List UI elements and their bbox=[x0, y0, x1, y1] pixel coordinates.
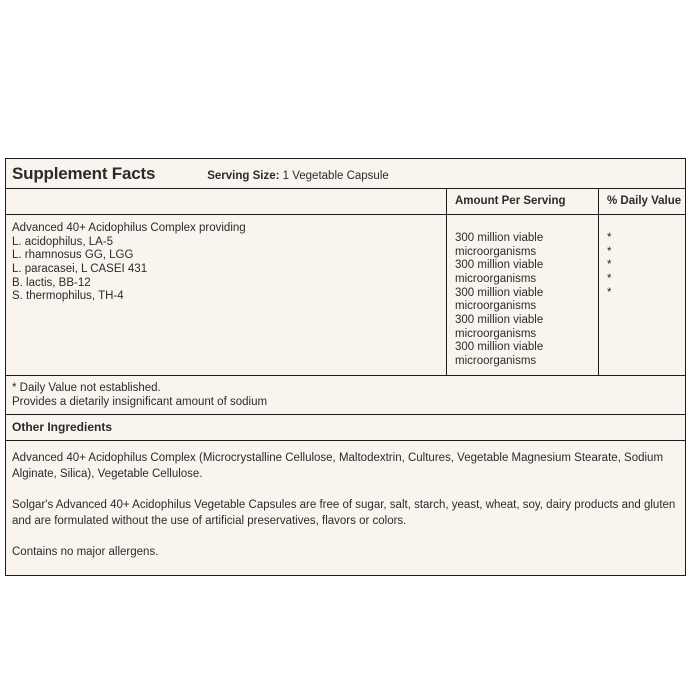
page-title: Supplement Facts bbox=[12, 164, 156, 183]
amount-line: 300 million viable bbox=[455, 231, 544, 244]
other-ingredients-heading: Other Ingredients bbox=[12, 419, 113, 434]
amount-line: microorganisms bbox=[455, 327, 537, 340]
amount-line: 300 million viable bbox=[455, 286, 544, 299]
daily-value-mark: * bbox=[607, 231, 612, 244]
other-ingredients-body bbox=[6, 441, 685, 575]
daily-value-mark: * bbox=[607, 245, 612, 258]
serving-size bbox=[207, 170, 389, 182]
column-header-amount-per-serving: Amount Per Serving bbox=[447, 189, 599, 214]
ingredient-line: B. lactis, BB-12 bbox=[12, 276, 91, 289]
daily-value-mark: * bbox=[607, 286, 612, 299]
amount-line: 300 million viable bbox=[455, 259, 544, 272]
supplement-facts-panel bbox=[5, 158, 686, 576]
column-header-percent-daily-value: % Daily Value bbox=[607, 195, 682, 208]
amount-line: microorganisms bbox=[455, 272, 537, 285]
free-of-statement: Solgar's Advanced 40+ Acidophilus Vegetable Capsules are free of sugar, salt, starch, yeast, wheat, soy, dairy products and gluten and are formulated without the use of artificial preservatives, flavors or colors. bbox=[12, 499, 676, 527]
ingredient-name-cell bbox=[6, 215, 447, 375]
column-header-row bbox=[6, 189, 685, 215]
amount-line: microorganisms bbox=[455, 300, 537, 313]
footnote-daily-value: * Daily Value not established. bbox=[12, 381, 161, 394]
footnote-row bbox=[6, 376, 685, 415]
column-header-blank bbox=[6, 189, 447, 214]
serving-size-value: 1 Vegetable Capsule bbox=[282, 170, 389, 182]
daily-value-mark: * bbox=[607, 272, 612, 285]
footnote-sodium: Provides a dietarily insignificant amount of sodium bbox=[12, 395, 268, 408]
daily-value-mark: * bbox=[607, 259, 612, 272]
amount-line: microorganisms bbox=[455, 245, 537, 258]
serving-size-label: Serving Size: bbox=[207, 170, 280, 182]
panel-title-row bbox=[6, 159, 685, 189]
other-ingredients-list: Advanced 40+ Acidophilus Complex (Microcrystalline Cellulose, Maltodextrin, Cultures, Vegetable Magnesium Stearate, Sodium Alginate, Silica), Vegetable Cellulose. bbox=[12, 452, 664, 480]
amount-line: 300 million viable bbox=[455, 314, 544, 327]
ingredient-line: Advanced 40+ Acidophilus Complex providing bbox=[12, 221, 246, 234]
percent-daily-value-cell bbox=[599, 215, 685, 375]
ingredient-line: L. acidophilus, LA-5 bbox=[12, 235, 114, 248]
allergen-statement: Contains no major allergens. bbox=[12, 546, 159, 559]
amount-per-serving-cell bbox=[447, 215, 599, 375]
amount-line: microorganisms bbox=[455, 355, 537, 368]
ingredient-line: L. rhamnosus GG, LGG bbox=[12, 249, 134, 262]
ingredient-line: S. thermophilus, TH-4 bbox=[12, 290, 124, 303]
ingredient-line: L. paracasei, L CASEI 431 bbox=[12, 262, 148, 275]
nutrient-row bbox=[6, 215, 685, 376]
other-ingredients-heading-row bbox=[6, 415, 685, 441]
amount-line: 300 million viable bbox=[455, 341, 544, 354]
